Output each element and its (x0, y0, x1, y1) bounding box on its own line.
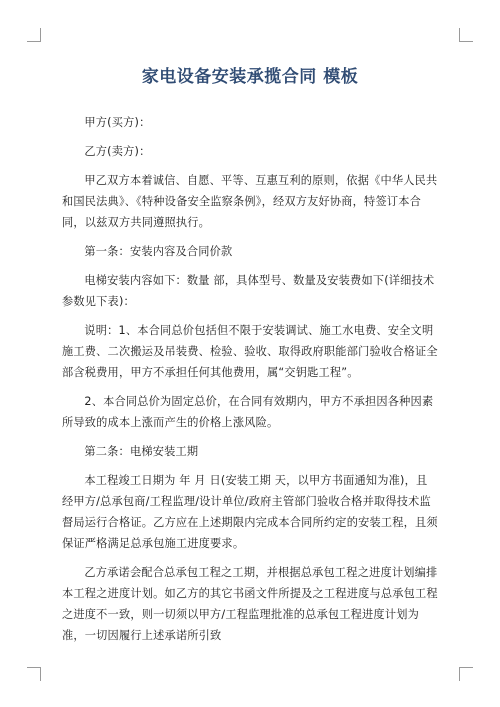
party-b-line: 乙方(卖方)： (84, 145, 151, 158)
article-2-heading: 第二条：电梯安装工期 (84, 445, 199, 458)
note-1-paragraph: 说明：1、本合同总价包括但不限于安装调试、施工水电费、安全文明施工费、二次搬运及吊装费、检验、验收、取得政府职能部门验收合格证全部含税费用，甲方不承担任何其他费用，属“交钥匙工程”。 (62, 324, 438, 379)
note-2-paragraph: 2、本合同总价为固定总价，在合同有效期内，甲方不承担因各种因素所导致的成本上涨而产生的价格上涨风险。 (62, 395, 434, 429)
party-a-line: 甲方(买方)： (84, 116, 151, 129)
preamble-paragraph: 甲乙双方本着诚信、自愿、平等、互惠互利的原则，依据《中华人民共和国民法典》、《特种设备安全监察条例》，经双方友好协商，特签订本合同，以兹双方共同遵照执行。 (62, 174, 438, 229)
crop-mark-bottom-left-vertical (40, 667, 41, 681)
document-body (62, 112, 438, 654)
article-1-heading: 第一条：安装内容及合同价款 (84, 245, 233, 258)
schedule-commitment-paragraph: 乙方承诺会配合总承包工程之工期，并根据总承包工程之进度计划编排本工程之进度计划。如乙方的其它书函文件所提及之工程进度与总承包工程之进度不一致，则一切须以甲方/工程监理批准的总承包工程进度计划为准，一切因履行上述承诺所引致 (62, 566, 438, 642)
document-title: 家电设备安装承揽合同 模板 (141, 67, 359, 87)
crop-mark-top-left-horizontal (27, 41, 41, 42)
installation-content-paragraph: 电梯安装内容如下：数量 部，具体型号、数量及安装费如下(详细技术参数见下表)： (62, 274, 435, 308)
completion-date-paragraph: 本工程竣工日期为 年 月 日(安装工期 天，以甲方书面通知为准)，且经甲方/总承包商/工程监理/设计单位/政府主管部门验收合格并取得技术监督局运行合格证。乙方应在上述期限内完成本合同所约定的安装工程，且须保证严格满足总承包施工进度要求。 (62, 474, 438, 550)
crop-mark-bottom-right-vertical (459, 667, 460, 681)
crop-mark-top-left-vertical (40, 28, 41, 42)
crop-mark-bottom-right-horizontal (459, 667, 473, 668)
crop-mark-bottom-left-horizontal (27, 667, 41, 668)
crop-mark-top-right-vertical (459, 28, 460, 42)
crop-mark-top-right-horizontal (459, 41, 473, 42)
